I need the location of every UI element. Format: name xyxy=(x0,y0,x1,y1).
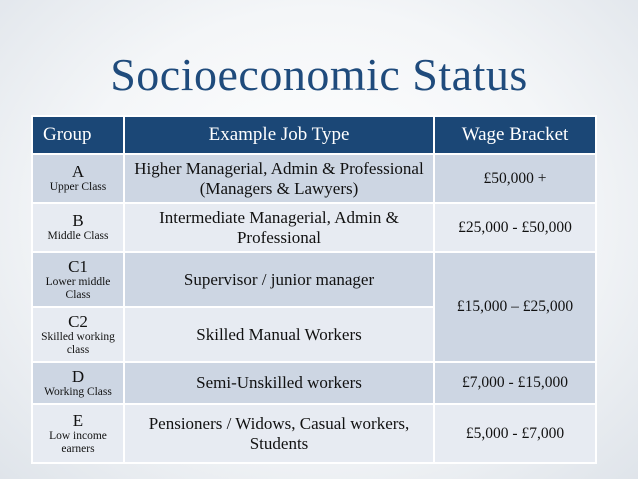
group-code: C1 xyxy=(68,256,88,276)
table-row xyxy=(32,404,596,463)
group-code: D xyxy=(71,366,85,386)
table-row xyxy=(32,252,596,307)
table-row xyxy=(32,154,596,203)
group-class: Skilled working class xyxy=(41,330,115,356)
group-class: Low income earners xyxy=(49,429,107,455)
socioeconomic-table xyxy=(31,115,597,464)
job-type-cell: Supervisor / junior manager xyxy=(124,252,434,307)
group-class: Upper Class xyxy=(49,181,107,193)
job-type-cell: Skilled Manual Workers xyxy=(124,307,434,362)
group-cell xyxy=(32,154,124,203)
group-cell xyxy=(32,203,124,252)
group-class: Lower middle Class xyxy=(45,275,111,301)
header-group: Group xyxy=(32,116,124,154)
slide-title: Socioeconomic Status xyxy=(110,49,528,100)
group-cell xyxy=(32,252,124,307)
wage-cell: £7,000 - £15,000 xyxy=(434,362,596,404)
group-cell xyxy=(32,362,124,404)
group-code: C2 xyxy=(68,311,88,331)
wage-cell: £25,000 - £50,000 xyxy=(434,203,596,252)
group-cell xyxy=(32,307,124,362)
group-code: E xyxy=(72,410,84,430)
job-type-cell: Semi-Unskilled workers xyxy=(124,362,434,404)
table-row xyxy=(32,203,596,252)
table-row xyxy=(32,362,596,404)
job-type-cell: Pensioners / Widows, Casual workers, Students xyxy=(124,404,434,463)
wage-cell-merged: £15,000 – £25,000 xyxy=(434,252,596,362)
wage-cell: £5,000 - £7,000 xyxy=(434,404,596,463)
header-wage-bracket: Wage Bracket xyxy=(434,116,596,154)
header-job-type: Example Job Type xyxy=(124,116,434,154)
table-header-row xyxy=(32,116,596,154)
job-type-cell: Higher Managerial, Admin & Professional (Managers & Lawyers) xyxy=(124,154,434,203)
job-type-cell: Intermediate Managerial, Admin & Professional xyxy=(124,203,434,252)
group-code: B xyxy=(72,211,84,230)
group-class: Working Class xyxy=(44,385,112,398)
group-code: A xyxy=(71,162,85,181)
group-class: Middle Class xyxy=(47,230,109,242)
wage-cell: £50,000 + xyxy=(434,154,596,203)
group-cell xyxy=(32,404,124,463)
